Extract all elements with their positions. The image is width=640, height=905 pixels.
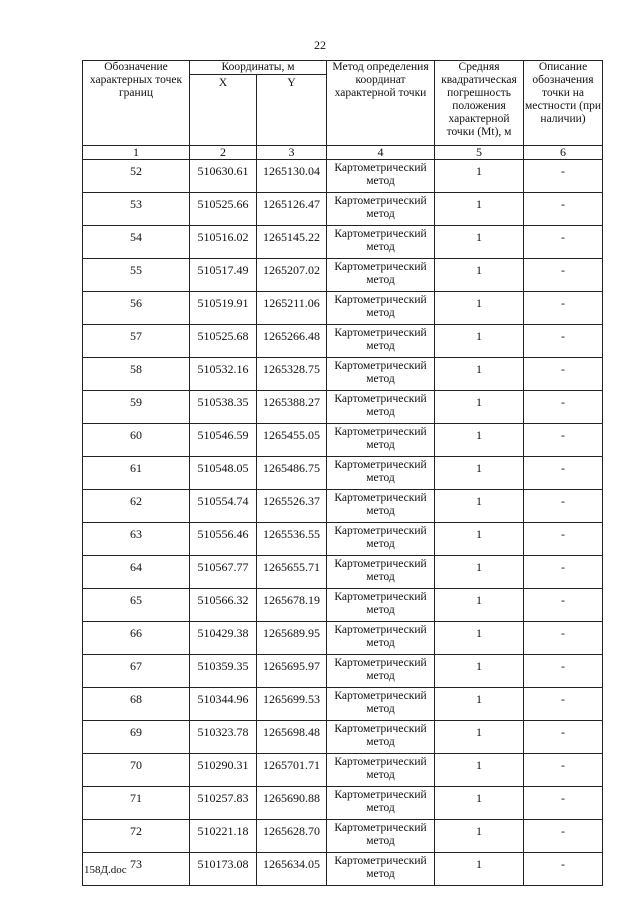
method-cell: Картометрический метод <box>327 721 435 754</box>
method-cell: Картометрический метод <box>327 226 435 259</box>
description-cell: - <box>524 523 603 556</box>
table-row <box>83 193 603 226</box>
description-cell: - <box>524 688 603 721</box>
method-cell: Картометрический метод <box>327 523 435 556</box>
point-number: 67 <box>83 655 190 688</box>
accuracy-cell: 1 <box>435 556 524 589</box>
coordinate-y: 1265145.22 <box>257 226 327 259</box>
description-cell: - <box>524 160 603 193</box>
coordinate-x: 510359.35 <box>190 655 257 688</box>
accuracy-cell: 1 <box>435 721 524 754</box>
table-row <box>83 226 603 259</box>
method-cell: Картометрический метод <box>327 160 435 193</box>
column-number-row <box>83 146 603 160</box>
accuracy-cell: 1 <box>435 457 524 490</box>
accuracy-cell: 1 <box>435 226 524 259</box>
method-cell: Картометрический метод <box>327 787 435 820</box>
method-cell: Картометрический метод <box>327 391 435 424</box>
method-cell: Картометрический метод <box>327 457 435 490</box>
point-number: 62 <box>83 490 190 523</box>
method-cell: Картометрический метод <box>327 259 435 292</box>
method-cell: Картометрический метод <box>327 424 435 457</box>
point-number: 66 <box>83 622 190 655</box>
coordinate-y: 1265207.02 <box>257 259 327 292</box>
coordinate-x: 510344.96 <box>190 688 257 721</box>
description-cell: - <box>524 292 603 325</box>
accuracy-cell: 1 <box>435 259 524 292</box>
accuracy-cell: 1 <box>435 523 524 556</box>
method-cell: Картометрический метод <box>327 655 435 688</box>
coordinate-y: 1265695.97 <box>257 655 327 688</box>
coordinate-y: 1265486.75 <box>257 457 327 490</box>
description-cell: - <box>524 556 603 589</box>
table-row <box>83 556 603 589</box>
method-cell: Картометрический метод <box>327 853 435 886</box>
accuracy-cell: 1 <box>435 853 524 886</box>
point-number: 53 <box>83 193 190 226</box>
coordinate-x: 510548.05 <box>190 457 257 490</box>
table-row <box>83 391 603 424</box>
point-number: 52 <box>83 160 190 193</box>
accuracy-cell: 1 <box>435 391 524 424</box>
description-cell: - <box>524 259 603 292</box>
description-cell: - <box>524 589 603 622</box>
method-cell: Картометрический метод <box>327 622 435 655</box>
footer-file-name: 158Д.doc <box>84 864 127 876</box>
column-number: 5 <box>435 146 524 160</box>
coordinate-x: 510257.83 <box>190 787 257 820</box>
accuracy-cell: 1 <box>435 490 524 523</box>
accuracy-cell: 1 <box>435 160 524 193</box>
column-number: 2 <box>190 146 257 160</box>
table-row <box>83 622 603 655</box>
accuracy-cell: 1 <box>435 193 524 226</box>
method-cell: Картометрический метод <box>327 193 435 226</box>
table-row <box>83 721 603 754</box>
coordinate-y: 1265328.75 <box>257 358 327 391</box>
coordinate-y: 1265628.70 <box>257 820 327 853</box>
coordinate-y: 1265634.05 <box>257 853 327 886</box>
coordinate-y: 1265130.04 <box>257 160 327 193</box>
coordinate-x: 510525.66 <box>190 193 257 226</box>
point-number: 68 <box>83 688 190 721</box>
coordinate-y: 1265388.27 <box>257 391 327 424</box>
table-row <box>83 259 603 292</box>
coordinate-x: 510546.59 <box>190 424 257 457</box>
description-cell: - <box>524 358 603 391</box>
description-cell: - <box>524 820 603 853</box>
method-cell: Картометрический метод <box>327 754 435 787</box>
coordinate-x: 510566.32 <box>190 589 257 622</box>
coordinate-y: 1265690.88 <box>257 787 327 820</box>
table-row <box>83 325 603 358</box>
point-number: 70 <box>83 754 190 787</box>
description-cell: - <box>524 490 603 523</box>
point-number: 72 <box>83 820 190 853</box>
accuracy-cell: 1 <box>435 589 524 622</box>
table-row <box>83 688 603 721</box>
table-row <box>83 490 603 523</box>
description-cell: - <box>524 226 603 259</box>
coordinate-y: 1265701.71 <box>257 754 327 787</box>
coordinate-x: 510525.68 <box>190 325 257 358</box>
accuracy-cell: 1 <box>435 820 524 853</box>
point-number: 56 <box>83 292 190 325</box>
point-number: 73 <box>83 853 190 886</box>
accuracy-cell: 1 <box>435 754 524 787</box>
header-y: Y <box>257 75 327 146</box>
coordinate-x: 510429.38 <box>190 622 257 655</box>
table-row <box>83 655 603 688</box>
column-number: 1 <box>83 146 190 160</box>
table-row <box>83 160 603 193</box>
coordinate-x: 510517.49 <box>190 259 257 292</box>
table-row <box>83 523 603 556</box>
coordinate-y: 1265699.53 <box>257 688 327 721</box>
table-row <box>83 589 603 622</box>
method-cell: Картометрический метод <box>327 820 435 853</box>
coordinate-y: 1265266.48 <box>257 325 327 358</box>
column-number: 6 <box>524 146 603 160</box>
coordinate-x: 510538.35 <box>190 391 257 424</box>
coordinate-x: 510556.46 <box>190 523 257 556</box>
point-number: 60 <box>83 424 190 457</box>
table-row <box>83 853 603 886</box>
header-method: Метод определения координат характерной точки <box>327 61 435 146</box>
description-cell: - <box>524 787 603 820</box>
coordinate-y: 1265536.55 <box>257 523 327 556</box>
table-row <box>83 787 603 820</box>
point-number: 64 <box>83 556 190 589</box>
point-number: 58 <box>83 358 190 391</box>
method-cell: Картометрический метод <box>327 490 435 523</box>
header-description: Описание обозначения точки на местности (при наличии) <box>524 61 603 146</box>
table-row <box>83 358 603 391</box>
header-point-designation: Обозначение характерных точек границ <box>83 61 190 146</box>
method-cell: Картометрический метод <box>327 688 435 721</box>
description-cell: - <box>524 655 603 688</box>
coordinate-y: 1265211.06 <box>257 292 327 325</box>
accuracy-cell: 1 <box>435 688 524 721</box>
table-row <box>83 424 603 457</box>
method-cell: Картометрический метод <box>327 325 435 358</box>
accuracy-cell: 1 <box>435 325 524 358</box>
column-number: 3 <box>257 146 327 160</box>
point-number: 61 <box>83 457 190 490</box>
coordinate-y: 1265655.71 <box>257 556 327 589</box>
description-cell: - <box>524 721 603 754</box>
coordinate-y: 1265126.47 <box>257 193 327 226</box>
point-number: 54 <box>83 226 190 259</box>
coordinate-x: 510567.77 <box>190 556 257 589</box>
point-number: 69 <box>83 721 190 754</box>
page-number: 22 <box>314 38 326 52</box>
description-cell: - <box>524 424 603 457</box>
coordinate-y: 1265678.19 <box>257 589 327 622</box>
accuracy-cell: 1 <box>435 424 524 457</box>
table-row <box>83 292 603 325</box>
description-cell: - <box>524 325 603 358</box>
header-x: X <box>190 75 257 146</box>
description-cell: - <box>524 193 603 226</box>
description-cell: - <box>524 754 603 787</box>
boundary-points-table <box>82 60 603 886</box>
coordinate-y: 1265689.95 <box>257 622 327 655</box>
coordinate-x: 510323.78 <box>190 721 257 754</box>
description-cell: - <box>524 622 603 655</box>
header-coordinates: Координаты, м <box>190 61 327 75</box>
accuracy-cell: 1 <box>435 358 524 391</box>
coordinate-x: 510516.02 <box>190 226 257 259</box>
point-number: 63 <box>83 523 190 556</box>
coordinate-x: 510630.61 <box>190 160 257 193</box>
coordinate-x: 510532.16 <box>190 358 257 391</box>
description-cell: - <box>524 457 603 490</box>
accuracy-cell: 1 <box>435 622 524 655</box>
coordinate-x: 510290.31 <box>190 754 257 787</box>
method-cell: Картометрический метод <box>327 589 435 622</box>
coordinate-x: 510221.18 <box>190 820 257 853</box>
method-cell: Картометрический метод <box>327 556 435 589</box>
accuracy-cell: 1 <box>435 655 524 688</box>
table-row <box>83 754 603 787</box>
coordinate-x: 510519.91 <box>190 292 257 325</box>
point-number: 65 <box>83 589 190 622</box>
method-cell: Картометрический метод <box>327 358 435 391</box>
coordinate-x: 510173.08 <box>190 853 257 886</box>
table-row <box>83 820 603 853</box>
description-cell: - <box>524 391 603 424</box>
accuracy-cell: 1 <box>435 787 524 820</box>
table-row <box>83 457 603 490</box>
coordinate-y: 1265698.48 <box>257 721 327 754</box>
coordinate-y: 1265526.37 <box>257 490 327 523</box>
description-cell: - <box>524 853 603 886</box>
point-number: 59 <box>83 391 190 424</box>
header-accuracy: Средняя квадратическая погрешность положения характерной точки (Mt), м <box>435 61 524 146</box>
point-number: 57 <box>83 325 190 358</box>
coordinate-x: 510554.74 <box>190 490 257 523</box>
coordinate-y: 1265455.05 <box>257 424 327 457</box>
method-cell: Картометрический метод <box>327 292 435 325</box>
point-number: 71 <box>83 787 190 820</box>
point-number: 55 <box>83 259 190 292</box>
column-number: 4 <box>327 146 435 160</box>
accuracy-cell: 1 <box>435 292 524 325</box>
